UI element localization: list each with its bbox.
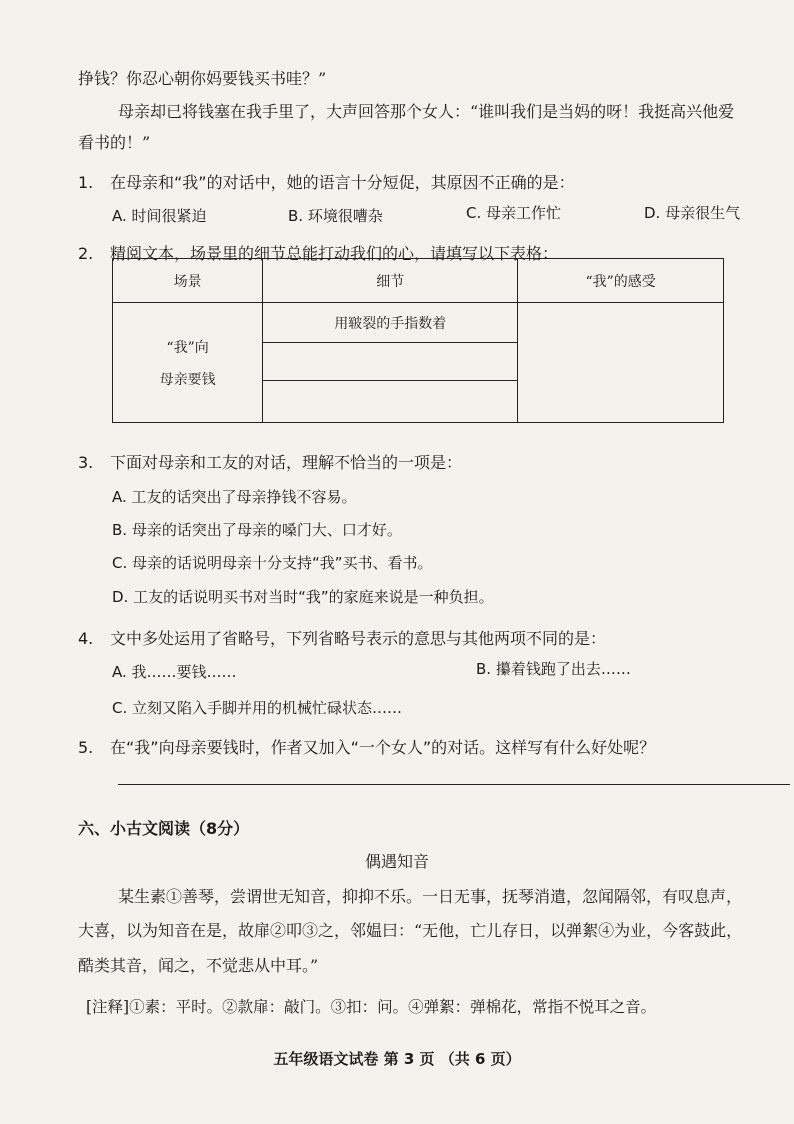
detail-table bbox=[112, 258, 724, 423]
q3-option-c[interactable]: C. 母亲的话说明母亲十分支持“我”买书、看书。 bbox=[112, 554, 433, 572]
passage-line-2: 大喜，以为知音在是，故扉②叩③之，邻媪曰：“无他，亡儿存日，以弹絮④为业，今客鼓此， bbox=[78, 921, 743, 940]
q4-option-c[interactable]: C. 立刻又陷入手脚并用的机械忙碌状态…… bbox=[112, 699, 403, 717]
passage-line-3: 酷类其音，闻之，不觉悲从中耳。” bbox=[78, 956, 319, 975]
intro-line-3: 看书的！” bbox=[78, 133, 151, 152]
question-number: 4. bbox=[78, 629, 94, 648]
q3-option-b[interactable]: B. 母亲的话突出了母亲的嗓门大、口才好。 bbox=[112, 521, 402, 539]
question-text: 在“我”向母亲要钱时，作者又加入“一个女人”的对话。这样写有什么好处呢？ bbox=[110, 738, 656, 757]
q1-option-c[interactable]: C. 母亲工作忙 bbox=[466, 204, 562, 222]
q3-option-a[interactable]: A. 工友的话突出了母亲挣钱不容易。 bbox=[112, 488, 357, 506]
question-3 bbox=[78, 452, 462, 474]
question-1 bbox=[78, 172, 575, 194]
scene-cell bbox=[113, 303, 263, 423]
question-text: 文中多处运用了省略号，下列省略号表示的意思与其他两项不同的是： bbox=[110, 629, 607, 648]
question-number: 3. bbox=[78, 453, 94, 472]
scene-line-1: “我”向 bbox=[166, 339, 209, 356]
q3-option-d[interactable]: D. 工友的话说明买书对当时“我”的家庭来说是一种负担。 bbox=[112, 588, 494, 606]
header-feeling: “我”的感受 bbox=[518, 259, 724, 303]
q1-option-b[interactable]: B. 环境很嘈杂 bbox=[288, 207, 383, 225]
question-text: 在母亲和“我”的对话中，她的语言十分短促，其原因不正确的是： bbox=[110, 173, 575, 192]
question-text: 下面对母亲和工友的对话，理解不恰当的一项是： bbox=[110, 453, 463, 472]
passage-title: 偶遇知音 bbox=[364, 852, 429, 871]
intro-line-2: 母亲却已将钱塞在我手里了，大声回答那个女人：“谁叫我们是当妈的呀！我挺高兴他爱 bbox=[118, 102, 735, 121]
question-number: 1. bbox=[78, 173, 94, 192]
detail-cell-2[interactable] bbox=[263, 343, 518, 381]
header-detail: 细节 bbox=[263, 259, 518, 303]
question-number: 2. bbox=[78, 244, 94, 263]
header-scene: 场景 bbox=[113, 259, 263, 303]
page-footer: 五年级语文试卷 第 3 页 （共 6 页） bbox=[273, 1050, 521, 1068]
q4-option-b[interactable]: B. 攥着钱跑了出去…… bbox=[476, 660, 631, 678]
q1-option-a[interactable]: A. 时间很紧迫 bbox=[112, 207, 207, 225]
passage-line-1: 某生素①善琴，尝谓世无知音，抑抑不乐。一日无事，抚琴消遣，忽闻隔邻，有叹息声， bbox=[118, 887, 743, 906]
question-text: 精阅文本，场景里的细节总能打动我们的心，请填写以下表格： bbox=[110, 244, 559, 263]
question-4 bbox=[78, 628, 606, 650]
scene-line-2: 母亲要钱 bbox=[159, 371, 216, 388]
question-number: 5. bbox=[78, 738, 94, 757]
feeling-cell[interactable] bbox=[518, 303, 724, 423]
q4-option-a[interactable]: A. 我……要钱…… bbox=[112, 663, 237, 681]
question-5 bbox=[78, 737, 655, 759]
answer-line[interactable] bbox=[118, 784, 790, 785]
intro-line-1: 挣钱？你忍心朝你妈要钱买书哇？” bbox=[78, 69, 327, 88]
annotation-notes: [注释]①素：平时。②款扉：敲门。③扣：问。④弹絮：弹棉花，常指不悦耳之音。 bbox=[86, 998, 657, 1016]
section-heading: 六、小古文阅读（8分） bbox=[78, 819, 250, 838]
detail-cell-1: 用皲裂的手指数着 bbox=[263, 303, 518, 343]
q1-option-d[interactable]: D. 母亲很生气 bbox=[644, 204, 741, 222]
detail-cell-3[interactable] bbox=[263, 381, 518, 423]
